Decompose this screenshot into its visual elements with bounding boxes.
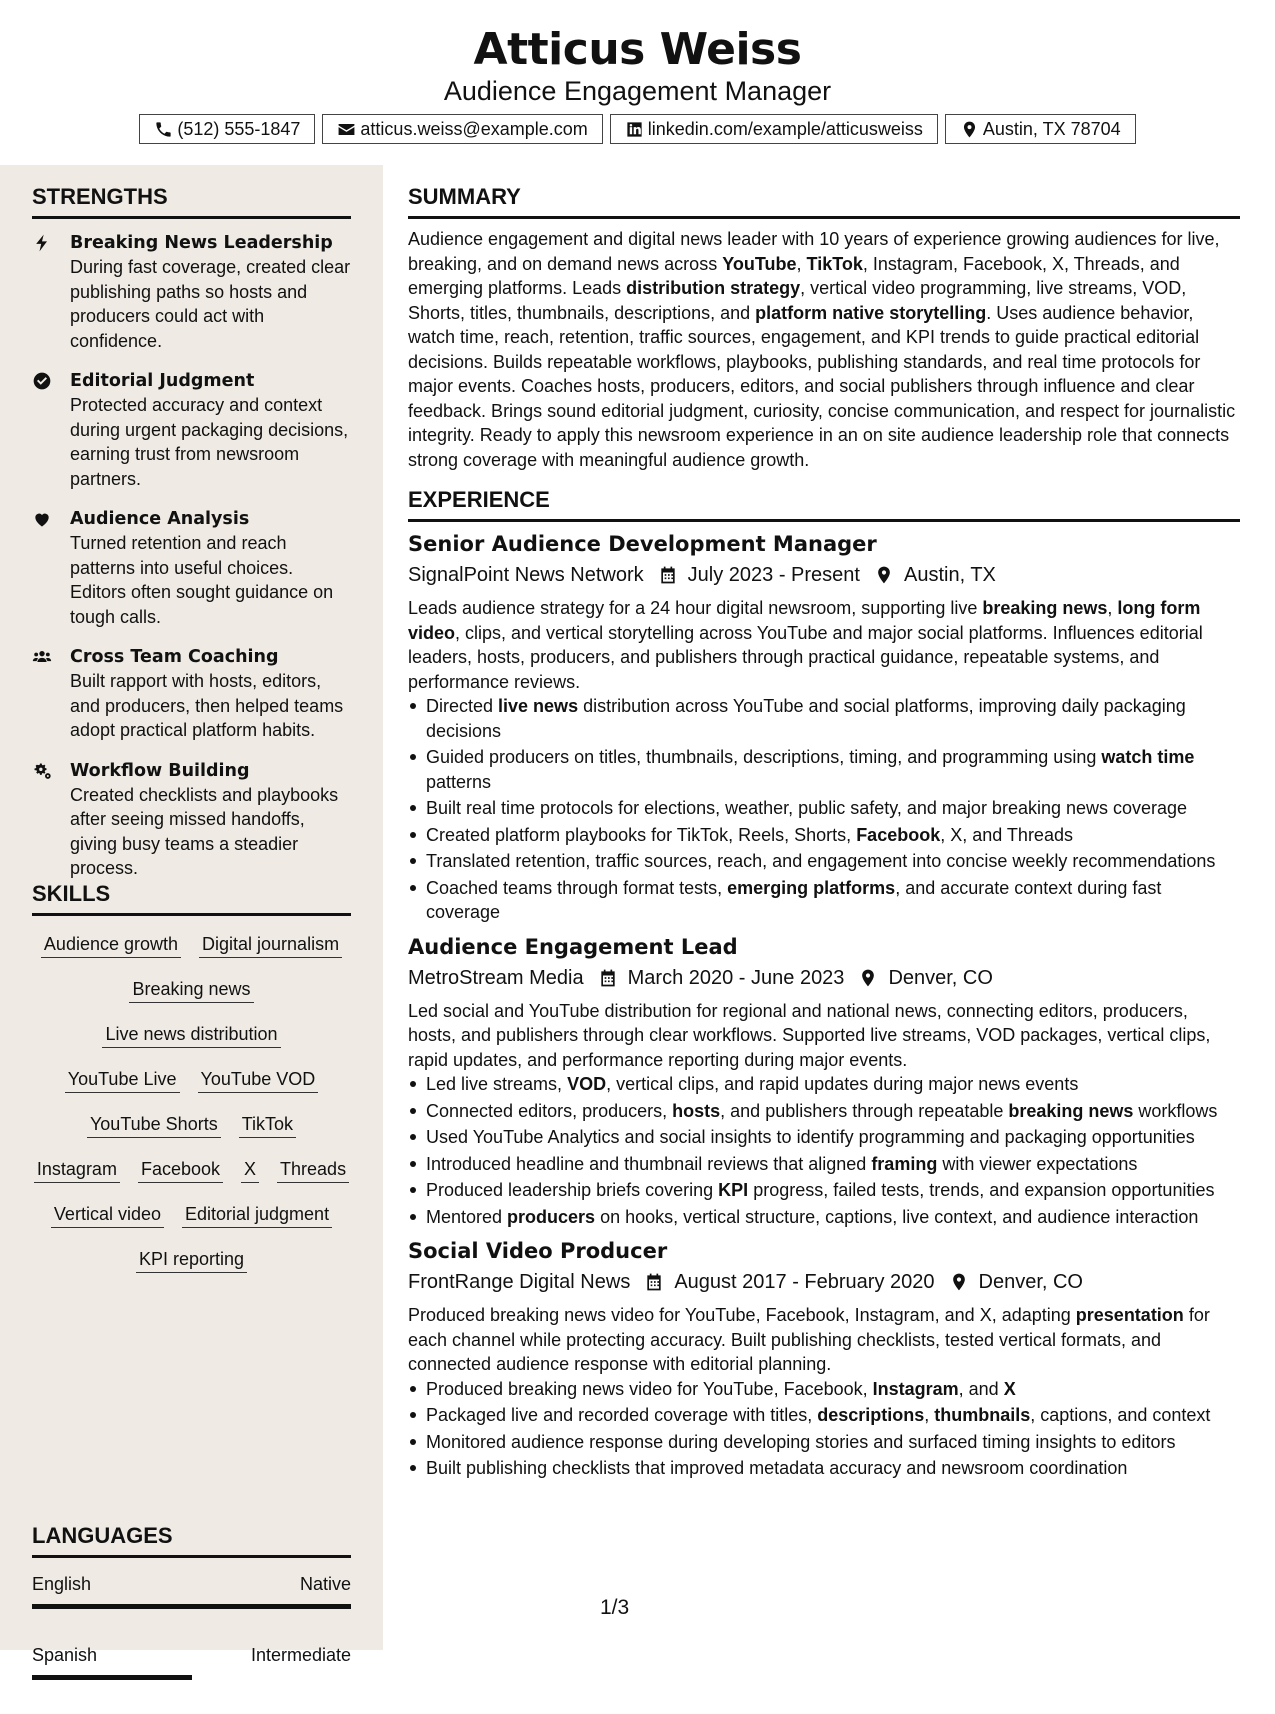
bold-text: emerging platforms [727, 877, 896, 898]
envelope-icon [337, 120, 356, 139]
map-pin-icon [874, 565, 894, 585]
text-run: , X, and Threads [940, 824, 1073, 845]
skill-row [32, 932, 351, 977]
job-dates: August 2017 - February 2020 [674, 1271, 935, 1293]
check-circle-icon [32, 371, 52, 391]
languages-heading: LANGUAGES [32, 1522, 351, 1558]
text-run: Introduced headline and thumbnail reviews that aligned [426, 1153, 872, 1174]
experience-heading: EXPERIENCE [408, 486, 1240, 522]
users-icon [32, 647, 52, 667]
bold-text: TikTok [806, 253, 863, 274]
bold-text: Facebook [856, 824, 941, 845]
job-location: Denver, CO [978, 1271, 1083, 1293]
skill-tag: Live news distribution [102, 1022, 280, 1048]
language-list [32, 1572, 351, 1680]
job-bullet [408, 1099, 1240, 1124]
skill-tag: Instagram [34, 1157, 120, 1183]
lightning-bolt-icon [32, 233, 52, 253]
job-bullets [408, 694, 1240, 925]
text-run: Coached teams through format tests, [426, 877, 728, 898]
bold-text: distribution strategy [626, 278, 801, 298]
languages-section [32, 1522, 351, 1714]
skill-tag: KPI reporting [136, 1247, 247, 1273]
skill-tag: Vertical video [51, 1202, 164, 1228]
strength-desc: Created checklists and playbooks after seeing missed handoffs, giving busy teams a steadier process. [70, 784, 339, 878]
summary-text [408, 227, 1240, 472]
language-level: Native [299, 1574, 351, 1594]
job-meta [408, 1267, 1240, 1297]
text-run: Used YouTube Analytics and social insights to identify programming and packaging opportunities [426, 1127, 1195, 1147]
text-run: Audience engagement and digital news leader with 10 years of experience growing audiences for live, breaking, and on demand news across [408, 229, 1220, 274]
bold-text: hosts [672, 1100, 721, 1121]
skill-row [32, 1247, 351, 1292]
resume-header [0, 0, 1275, 165]
text-run: , and publishers through repeatable [720, 1100, 1009, 1121]
skill-tag: X [241, 1157, 259, 1183]
text-run: Produced breaking news video for YouTube, Facebook, [426, 1378, 873, 1399]
skills-section [32, 880, 351, 1292]
text-run: , captions, and context [1030, 1405, 1211, 1425]
skill-tag: Audience growth [41, 932, 181, 958]
job-bullet [408, 1205, 1240, 1230]
text-run: Produced breaking news video for YouTube, Facebook, Instagram, and X, adapting [408, 1305, 1076, 1325]
phone-icon [154, 120, 173, 139]
text-run: distribution across YouTube and social platforms, improving daily packaging decisions [426, 696, 1186, 741]
bold-text: VOD [567, 1074, 607, 1094]
skill-row [32, 1112, 351, 1157]
job-bullet [408, 849, 1240, 874]
skills-heading: SKILLS [32, 880, 351, 916]
job-bullet [408, 823, 1240, 848]
linkedin-text: linkedin.com/example/atticusweiss [647, 118, 923, 139]
job-location: Denver, CO [888, 966, 993, 989]
text-run: Built real time protocols for elections, weather, public safety, and major breaking news coverage [426, 798, 1188, 818]
skill-row [32, 1202, 351, 1247]
job-list [408, 530, 1240, 1481]
bold-text: Instagram [872, 1378, 959, 1399]
job-title: Senior Audience Development Manager [408, 532, 877, 556]
language-name: Spanish [32, 1645, 98, 1665]
text-run: , [1107, 598, 1118, 618]
job-bullet [408, 1072, 1240, 1097]
text-run: Built publishing checklists that improved metadata accuracy and newsroom coordination [426, 1458, 1128, 1478]
skills-list [32, 932, 351, 1292]
contact-location [945, 114, 1136, 144]
calendar-icon [598, 968, 618, 988]
bold-text: live news [498, 696, 579, 716]
job-bullet [408, 1430, 1240, 1455]
text-run: , vertical clips, and rapid updates during major news events [606, 1074, 1079, 1094]
text-run: Monitored audience response during developing stories and surfaced timing insights to editors [426, 1431, 1176, 1452]
job-bullet [408, 1125, 1240, 1150]
location-text: Austin, TX 78704 [982, 118, 1121, 139]
strength-title: Cross Team Coaching [70, 647, 279, 667]
linkedin-icon [625, 120, 644, 139]
job-dates: March 2020 - June 2023 [627, 966, 845, 989]
text-run: patterns [426, 771, 492, 792]
job-bullet [408, 745, 1240, 794]
map-pin-icon [960, 120, 979, 139]
text-run: Guided producers on titles, thumbnails, descriptions, timing, and programming using [426, 747, 1102, 767]
job-entry [408, 530, 1240, 925]
skill-tag: YouTube Live [65, 1067, 180, 1093]
bold-text: long form video [408, 598, 1201, 643]
text-run: , [796, 253, 807, 274]
map-pin-icon [858, 968, 878, 988]
text-run: , vertical video programming, live streams, VOD, Shorts, titles, thumbnails, descriptions, and [408, 278, 1187, 323]
summary-section [408, 183, 1240, 472]
text-run: progress, failed tests, trends, and expansion opportunities [748, 1180, 1215, 1200]
job-description [408, 1303, 1240, 1377]
strength-title: Audience Analysis [70, 509, 250, 529]
job-bullet [408, 1403, 1240, 1428]
text-run: , and accurate context during fast coverage [426, 877, 1162, 922]
strength-desc: Protected accuracy and context during urgent packaging decisions, earning trust from newsroom partners. [70, 395, 349, 489]
text-run: . Uses audience behavior, watch time, reach, retention, traffic sources, engagement, and KPI trends to guide practical editorial decisions. Builds repeatable workflows, playbooks, publishing standards, and real time protocols for major events. Coaches hosts, producers, editors, and social publishers through influence and clear feedback. Brings sound editorial judgment, curiosity, concise communication, and respect for journalistic integrity. Ready to apply this newsroom experience in an on site audience leadership role that connects strong coverage with meaningful audience growth. [408, 302, 1236, 470]
text-run: Led live streams, [426, 1074, 568, 1094]
text-run: Directed [426, 696, 499, 716]
job-description [408, 596, 1240, 694]
bold-text: X [1003, 1378, 1016, 1399]
bold-text: descriptions [817, 1405, 925, 1425]
bold-text: KPI [718, 1180, 749, 1200]
strengths-section [32, 183, 351, 897]
strength-item [32, 759, 351, 881]
skill-tag: YouTube VOD [198, 1067, 319, 1093]
email-text: atticus.weiss@example.com [360, 118, 588, 139]
text-run: Connected editors, producers, [426, 1100, 673, 1121]
skill-row [32, 1067, 351, 1112]
text-run: on hooks, vertical structure, captions, live context, and audience interaction [595, 1206, 1199, 1227]
candidate-name: Atticus Weiss [473, 24, 802, 75]
job-bullet [408, 1377, 1240, 1402]
text-run: Produced leadership briefs covering [426, 1180, 719, 1200]
job-title: Audience Engagement Lead [408, 934, 738, 959]
job-bullet [408, 1152, 1240, 1177]
language-proficiency-bar [32, 1675, 351, 1680]
language-proficiency-bar [32, 1604, 351, 1609]
bold-text: breaking news [1008, 1100, 1134, 1121]
bold-text: thumbnails [934, 1405, 1031, 1425]
language-proficiency-fill [32, 1604, 351, 1609]
skill-tag: Breaking news [129, 977, 253, 1003]
bold-text: framing [871, 1153, 938, 1174]
job-bullet [408, 694, 1240, 743]
skill-tag: TikTok [239, 1112, 296, 1138]
strength-desc: Turned retention and reach patterns into useful choices. Editors often sought guidance on tough calls. [70, 533, 334, 627]
strength-item [32, 507, 351, 629]
skill-tag: Threads [277, 1157, 349, 1183]
text-run: for each channel while protecting accuracy. Built publishing checklists, tested vertical formats, and connected audience response with editorial planning. [408, 1305, 1210, 1374]
text-run: , Instagram, Facebook, X, Threads, and emerging platforms. Leads [408, 253, 1180, 298]
strengths-heading: STRENGTHS [32, 183, 351, 219]
bold-text: YouTube [722, 253, 797, 274]
job-bullet [408, 1178, 1240, 1203]
bold-text: platform native storytelling [755, 302, 987, 323]
language-row [32, 1643, 351, 1667]
text-run: Led social and YouTube distribution for regional and national news, connecting editors, producers, hosts, and publishers through clear workflows. Supported live streams, VOD packages, vertical clips, rapid updates, and performance reporting during major events. [408, 1000, 1211, 1070]
calendar-icon [644, 1272, 664, 1292]
experience-section [408, 486, 1240, 1481]
text-run: Packaged live and recorded coverage with titles, [426, 1405, 818, 1425]
job-title: Social Video Producer [408, 1239, 668, 1263]
strength-item [32, 645, 351, 743]
skill-row [32, 977, 351, 1022]
contact-linkedin[interactable] [610, 114, 938, 144]
language-proficiency-fill [32, 1675, 192, 1680]
company-name: FrontRange Digital News [408, 1271, 631, 1293]
language-level: Intermediate [250, 1645, 351, 1665]
skill-tag: Digital journalism [199, 932, 342, 958]
skill-tag: Facebook [138, 1157, 223, 1183]
bold-text: producers [507, 1206, 596, 1227]
text-run: workflows [1133, 1100, 1218, 1121]
language-row [32, 1572, 351, 1596]
candidate-headline: Audience Engagement Manager [443, 76, 832, 106]
job-entry [408, 933, 1240, 1230]
skill-row [32, 1022, 351, 1067]
text-run: Mentored [426, 1206, 508, 1227]
calendar-icon [658, 565, 678, 585]
job-bullet [408, 1456, 1240, 1481]
company-name: MetroStream Media [408, 966, 584, 989]
text-run: with viewer expectations [937, 1153, 1138, 1174]
job-location: Austin, TX [903, 564, 996, 586]
bold-text: watch time [1101, 747, 1195, 767]
job-description [408, 999, 1240, 1073]
bold-text: presentation [1075, 1305, 1184, 1325]
skill-tag: Editorial judgment [182, 1202, 332, 1228]
text-run: , [924, 1405, 935, 1425]
language-name: English [32, 1574, 92, 1594]
strength-title: Breaking News Leadership [70, 233, 333, 253]
skill-tag: YouTube Shorts [87, 1112, 221, 1138]
strength-item [32, 231, 351, 353]
sidebar [0, 165, 383, 1665]
strength-desc: During fast coverage, created clear publishing paths so hosts and producers could act with confidence. [70, 257, 351, 351]
job-bullet [408, 796, 1240, 821]
strengths-list [32, 231, 351, 881]
skill-row [32, 1157, 351, 1202]
map-pin-icon [949, 1272, 969, 1292]
text-run: Translated retention, traffic sources, reach, and engagement into concise weekly recommendations [426, 851, 1216, 871]
job-bullet [408, 876, 1240, 925]
phone-text: (512) 555-1847 [177, 118, 301, 139]
strength-title: Editorial Judgment [70, 371, 255, 391]
summary-heading: SUMMARY [408, 183, 1240, 219]
main-content [408, 165, 1240, 1650]
job-meta [408, 560, 1240, 590]
heart-icon [32, 509, 52, 529]
job-dates: July 2023 - Present [687, 564, 860, 586]
job-meta [408, 963, 1240, 993]
contact-bar [0, 114, 1275, 144]
strength-desc: Built rapport with hosts, editors, and producers, then helped teams adopt practical platform habits. [70, 671, 344, 740]
company-name: SignalPoint News Network [408, 564, 644, 586]
text-run: , and [958, 1378, 1004, 1399]
contact-email[interactable] [322, 114, 602, 144]
job-bullets [408, 1377, 1240, 1481]
strength-item [32, 369, 351, 491]
bold-text: breaking news [982, 598, 1108, 618]
job-entry [408, 1237, 1240, 1481]
gears-icon [32, 761, 52, 781]
text-run: Leads audience strategy for a 24 hour digital newsroom, supporting live [408, 598, 983, 618]
strength-title: Workflow Building [70, 760, 250, 781]
text-run: Created platform playbooks for TikTok, Reels, Shorts, [426, 824, 857, 845]
page-number: 1/3 [600, 1596, 630, 1619]
text-run: , clips, and vertical storytelling across YouTube and major social platforms. Influences editorial leaders, hosts, producers, and publishers through practical guidance, repeatable systems, and performance reviews. [408, 622, 1203, 692]
job-bullets [408, 1072, 1240, 1229]
contact-phone[interactable] [139, 114, 315, 144]
